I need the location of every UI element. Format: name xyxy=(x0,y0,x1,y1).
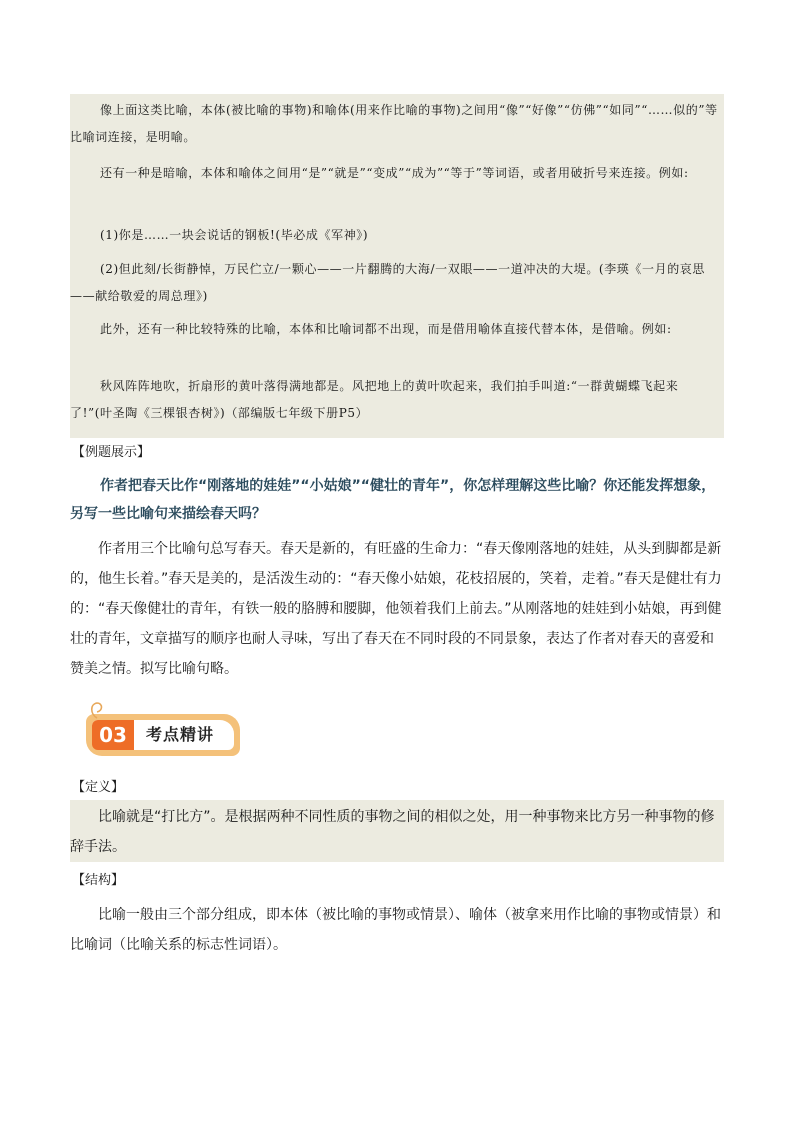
paragraph-synecdoche: 此外，还有一种比较特殊的比喻，本体和比喻词都不出现，而是借用喻体直接代替本体，是借喻。例如: xyxy=(100,322,672,336)
example-1: (1)你是……一块会说话的钢板!(毕必成《军神》) xyxy=(100,228,369,242)
structure-tag: 【结构】 xyxy=(72,873,125,888)
ribbon-loop-icon xyxy=(88,700,106,720)
paragraph-metaphor: 还有一种是暗喻，本体和喻体之间用“是”“就是”“变成”“成为”“等于”等词语，或者用破折号来连接。例如: xyxy=(100,166,689,180)
section-title: 考点精讲 xyxy=(146,725,215,744)
example-question: 作者把春天比作“刚落地的娃娃”“小姑娘”“健壮的青年”，你怎样理解这些比喻？你还能发挥想象，另写一些比喻句来描绘春天吗？ xyxy=(70,478,716,522)
example-answer: 作者用三个比喻句总写春天。春天是新的，有旺盛的生命力：“春天像刚落地的娃娃，从头到脚都是新的，他生长着。”春天是美的，是活泼生动的：“春天像小姑娘，花枝招展的，笑着，走着。”春天是健壮有力的：“春天像健壮的青年，有铁一般的胳膊和腰脚，他领着我们上前去。”从刚落地的娃娃到小姑娘，再到健壮的青年，文章描写的顺序也耐人寻味，写出了春天在不同时段的不同景象，表达了作者对春天的喜爱和赞美之情。拟写比喻句略。 xyxy=(70,541,722,677)
example-section-tag: 【例题展示】 xyxy=(72,445,151,460)
example-2: (2)但此刻/长街静悼，万民伫立/一颗心——一片翻腾的大海/一双眼——一道冲决的大堤。(李瑛《一月的哀思——献给敬爱的周总理》) xyxy=(70,262,706,303)
definition-tag: 【定义】 xyxy=(72,780,125,795)
definition-text: 比喻就是“打比方”。是根据两种不同性质的事物之间的相似之处，用一种事物来比方另一种事物的修辞手法。 xyxy=(70,809,715,855)
example-3: 秋风阵阵地吹，折扇形的黄叶落得满地都是。风把地上的黄叶吹起来，我们拍手叫道:“一群黄蝴蝶飞起来了!”(叶圣陶《三棵银杏树》)（部编版七年级下册P5） xyxy=(70,379,679,420)
section-number: 03 xyxy=(92,720,134,750)
paragraph-simile: 像上面这类比喻，本体(被比喻的事物)和喻体(用来作比喻的事物)之间用“像”“好像”“仿佛”“如同”“……似的”等比喻词连接，是明喻。 xyxy=(70,103,718,144)
section-badge xyxy=(86,708,246,758)
structure-text: 比喻一般由三个部分组成，即本体（被比喻的事物或情景）、喻体（被拿来用作比喻的事物或情景）和比喻词（比喻关系的标志性词语）。 xyxy=(70,907,721,953)
